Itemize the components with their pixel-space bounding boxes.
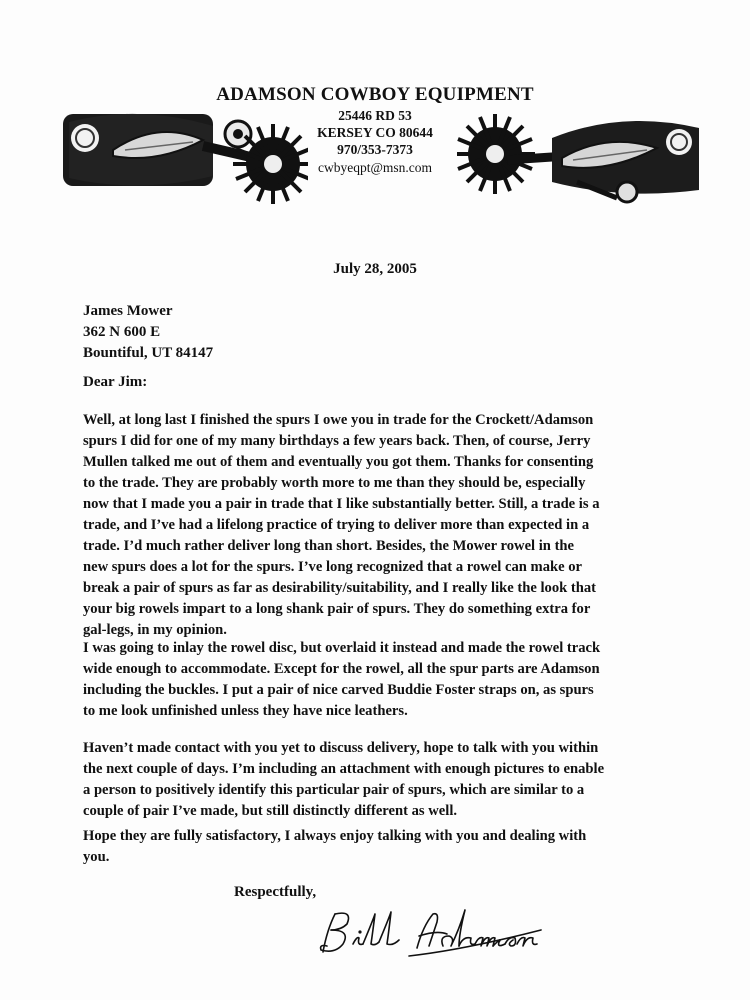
text-line: your big rowels impart to a long shank pair of spurs. They do something extra for xyxy=(83,601,591,617)
text-line: now that I made you a pair in trade that I like substantially better. Still, a trade is a xyxy=(83,496,600,512)
text-line: wide enough to accommodate. Except for the rowel, all the spur parts are Adamson xyxy=(83,661,600,677)
text-line: Mullen talked me out of them and eventually you got them. Thanks for consenting xyxy=(83,454,594,470)
recipient-address xyxy=(83,301,213,364)
text-line: trade, and I’ve had a lifelong practice of trying to deliver more than expected in a xyxy=(83,517,590,533)
letterhead-email: cwbyeqpt@msn.com xyxy=(317,160,433,175)
recipient-street: 362 N 600 E xyxy=(83,324,161,340)
letterhead-phone: 970/353-7373 xyxy=(337,142,413,157)
text-line: including the buckles. I put a pair of nice carved Buddie Foster straps on, as spurs xyxy=(83,682,594,698)
text-line: I was going to inlay the rowel disc, but overlaid it instead and made the rowel track xyxy=(83,640,601,656)
text-line: a person to positively identify this particular pair of spurs, which are similar to a xyxy=(83,782,585,798)
salutation: Dear Jim: xyxy=(83,374,148,390)
text-line: Hope they are fully satisfactory, I always enjoy talking with you and dealing with xyxy=(83,828,587,844)
text-line: you. xyxy=(83,849,110,865)
spur-icon xyxy=(457,112,699,207)
letter-date: July 28, 2005 xyxy=(333,261,417,277)
text-line: the next couple of days. I’m including an attachment with enough pictures to enable xyxy=(83,761,605,777)
text-line: break a pair of spurs as far as desirability/suitability, and I really like the look that xyxy=(83,580,597,596)
paragraph xyxy=(83,410,683,641)
paragraph xyxy=(83,826,683,868)
text-line: new spurs does a lot for the spurs. I’ve long recognized that a rowel can make or xyxy=(83,559,583,575)
recipient-city: Bountiful, UT 84147 xyxy=(83,345,214,361)
text-line: to the trade. They are probably worth more to me than they should be, especially xyxy=(83,475,586,491)
text-line: couple of pair I’ve made, but still distinctly different as well. xyxy=(83,803,458,819)
letterhead-address: 25446 RD 53 xyxy=(338,108,412,123)
paragraph xyxy=(83,738,683,822)
company-name: ADAMSON COWBOY EQUIPMENT xyxy=(216,84,534,105)
text-line: spurs I did for one of my many birthdays a few years back. Then, of course, Jerry xyxy=(83,433,591,449)
signature-icon xyxy=(313,900,545,962)
letterhead-city: KERSEY CO 80644 xyxy=(317,125,433,140)
closing: Respectfully, xyxy=(234,884,317,900)
recipient-name: James Mower xyxy=(83,303,173,319)
text-line: trade. I’d much rather deliver long than short. Besides, the Mower rowel in the xyxy=(83,538,575,554)
text-line: gal-legs, in my opinion. xyxy=(83,622,227,638)
text-line: Well, at long last I finished the spurs I owe you in trade for the Crockett/Adamson xyxy=(83,412,594,428)
text-line: to me look unfinished unless they have nice leathers. xyxy=(83,703,408,719)
text-line: Haven’t made contact with you yet to discuss delivery, hope to talk with you within xyxy=(83,740,599,756)
paragraph xyxy=(83,638,683,722)
